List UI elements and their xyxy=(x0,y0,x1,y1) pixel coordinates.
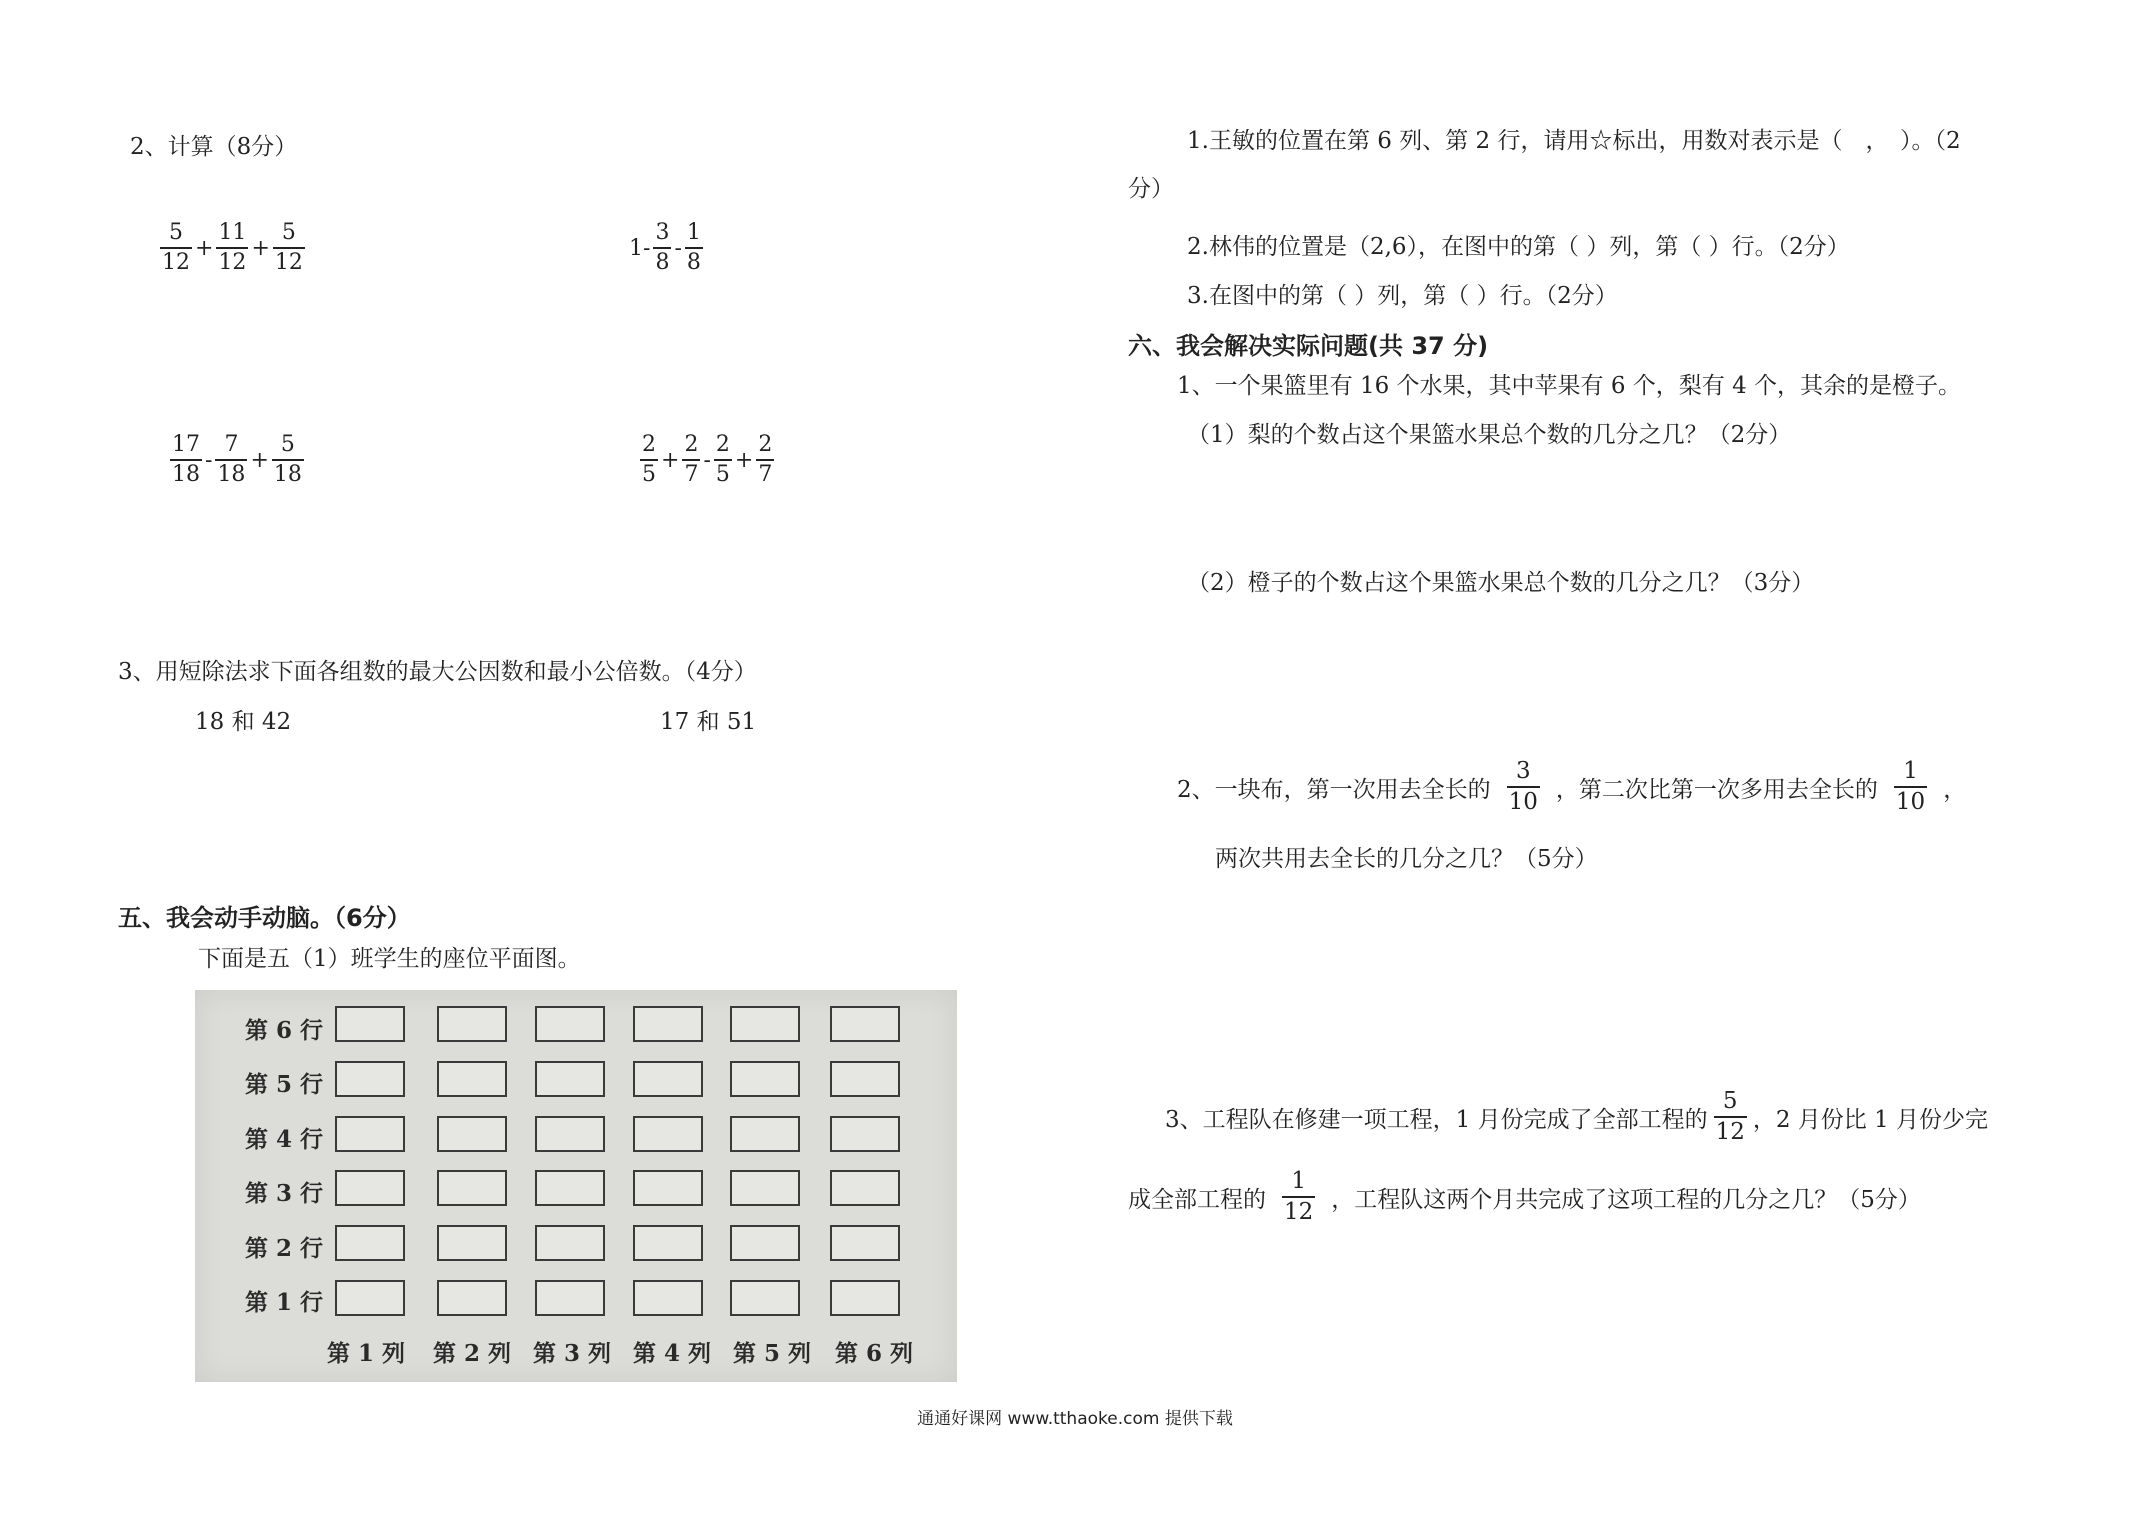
seat xyxy=(535,1116,605,1152)
fraction: $\frac{3}{10}$ xyxy=(1508,758,1538,815)
problem-3-line-1: 3、工程队在修建一项工程，1 月份完成了全部工程的 $\frac{5}{12}$ ，2 月份比 1 月份少完 xyxy=(1165,1088,1989,1145)
seat xyxy=(633,1170,703,1206)
seat xyxy=(437,1225,507,1261)
fraction: $\frac{5}{12}$ xyxy=(1715,1088,1745,1145)
row-label: 第 4 行 xyxy=(245,1126,324,1153)
seat xyxy=(830,1006,900,1042)
fraction: $\frac{2}{5}$ xyxy=(642,432,656,487)
seat xyxy=(830,1170,900,1206)
row-label: 第 6 行 xyxy=(245,1017,324,1044)
number-pair-a: 18 和 42 xyxy=(195,709,292,735)
seat xyxy=(633,1116,703,1152)
fraction: $\frac{2}{5}$ xyxy=(715,432,730,487)
right-question-2: 2.林伟的位置是（2,6），在图中的第（ ）列，第（ ）行。（2分） xyxy=(1187,234,1850,260)
seat xyxy=(335,1170,405,1206)
seat xyxy=(730,1170,800,1206)
question-3-title: 3、用短除法求下面各组数的最大公因数和最小公倍数。（4分） xyxy=(118,659,757,685)
expression-4: $\frac{2}{5}$ + $\frac{2}{7}$ - $\frac{2}{5}$ + $\frac{2}{7}$ xyxy=(642,432,773,487)
fraction: $\frac{11}{12}$ xyxy=(218,220,247,275)
fraction: $\frac{1}{12}$ xyxy=(1284,1168,1314,1225)
problem-1-part-1: （1）梨的个数占这个果篮水果总个数的几分之几？（2分） xyxy=(1187,422,1792,448)
problem-1: 1、一个果篮里有 16 个水果，其中苹果有 6 个，梨有 4 个，其余的是橙子。 xyxy=(1177,373,1962,399)
seat xyxy=(730,1061,800,1097)
seat xyxy=(437,1006,507,1042)
section-6-title: 六、我会解决实际问题(共 37 分) xyxy=(1128,332,1489,360)
seat xyxy=(830,1225,900,1261)
seat xyxy=(335,1225,405,1261)
column-label: 第 1 列 xyxy=(327,1340,406,1367)
seat xyxy=(535,1225,605,1261)
row-label: 第 3 行 xyxy=(245,1180,324,1207)
problem-1-part-2: （2）橙子的个数占这个果篮水果总个数的几分之几？（3分） xyxy=(1187,570,1815,596)
section-5-intro: 下面是五（1）班学生的座位平面图。 xyxy=(198,946,581,972)
seat xyxy=(633,1280,703,1316)
seat xyxy=(535,1170,605,1206)
fraction: $\frac{1}{8}$ xyxy=(686,220,701,275)
seat xyxy=(437,1170,507,1206)
expression-3: $\frac{17}{18}$ - $\frac{7}{18}$ + $\frac{5}{18}$ xyxy=(172,432,302,487)
fraction: $\frac{7}{18}$ xyxy=(217,432,246,487)
seat xyxy=(830,1116,900,1152)
column-label: 第 4 列 xyxy=(633,1340,712,1367)
expression-2: 1- $\frac{3}{8}$ - $\frac{1}{8}$ xyxy=(629,220,701,275)
number-pair-b: 17 和 51 xyxy=(660,709,757,735)
seat xyxy=(830,1061,900,1097)
row-label: 第 1 行 xyxy=(245,1289,324,1316)
section-5-title: 五、我会动手动脑。（6分） xyxy=(118,904,411,932)
seat xyxy=(633,1006,703,1042)
problem-2-line-1: 2、一块布，第一次用去全长的 $\frac{3}{10}$ ，第二次比第一次多用去全长的 $\frac{1}{10}$ ， xyxy=(1177,758,1967,815)
seat xyxy=(535,1006,605,1042)
row-label: 第 5 行 xyxy=(245,1071,324,1098)
seat xyxy=(437,1061,507,1097)
seat xyxy=(830,1280,900,1316)
fraction: $\frac{17}{18}$ xyxy=(172,432,200,487)
fraction: $\frac{5}{12}$ xyxy=(274,220,303,275)
fraction: $\frac{5}{18}$ xyxy=(273,432,302,487)
row-label: 第 2 行 xyxy=(245,1235,324,1262)
seat xyxy=(730,1280,800,1316)
seating-chart xyxy=(195,990,957,1382)
column-label: 第 5 列 xyxy=(733,1340,812,1367)
seat xyxy=(335,1280,405,1316)
seat xyxy=(730,1225,800,1261)
fraction: $\frac{2}{7}$ xyxy=(684,432,699,487)
problem-3-line-2: 成全部工程的 $\frac{1}{12}$ ，工程队这两个月共完成了这项工程的几分之几？（5分） xyxy=(1128,1168,1921,1225)
seat xyxy=(730,1006,800,1042)
seat xyxy=(633,1225,703,1261)
column-label: 第 6 列 xyxy=(835,1340,914,1367)
right-question-1-line-2: 分） xyxy=(1128,176,1174,202)
question-2-title: 2、计算（8分） xyxy=(130,134,298,160)
seat xyxy=(633,1061,703,1097)
seat xyxy=(335,1116,405,1152)
right-question-3: 3.在图中的第（ ）列，第（ ）行。（2分） xyxy=(1187,283,1618,309)
problem-2-line-2: 两次共用去全长的几分之几？（5分） xyxy=(1215,846,1598,872)
right-question-1-line-1: 1.王敏的位置在第 6 列、第 2 行，请用☆标出，用数对表示是（ ， ）。（2 xyxy=(1187,128,1961,154)
seat xyxy=(535,1061,605,1097)
column-label: 第 2 列 xyxy=(433,1340,512,1367)
seat xyxy=(437,1280,507,1316)
seat xyxy=(535,1280,605,1316)
fraction: $\frac{3}{8}$ xyxy=(655,220,670,275)
seat xyxy=(437,1116,507,1152)
expression-1: $\frac{5}{12}$ + $\frac{11}{12}$ + $\frac{5}{12}$ xyxy=(162,220,303,275)
fraction: $\frac{2}{7}$ xyxy=(758,432,773,487)
fraction: $\frac{1}{10}$ xyxy=(1895,758,1926,815)
fraction: $\frac{5}{12}$ xyxy=(162,220,190,275)
column-label: 第 3 列 xyxy=(533,1340,612,1367)
seat xyxy=(335,1006,405,1042)
seat xyxy=(335,1061,405,1097)
seat xyxy=(730,1116,800,1152)
footer-credit: 通通好课网 www.tthaoke.com 提供下载 xyxy=(917,1409,1233,1429)
